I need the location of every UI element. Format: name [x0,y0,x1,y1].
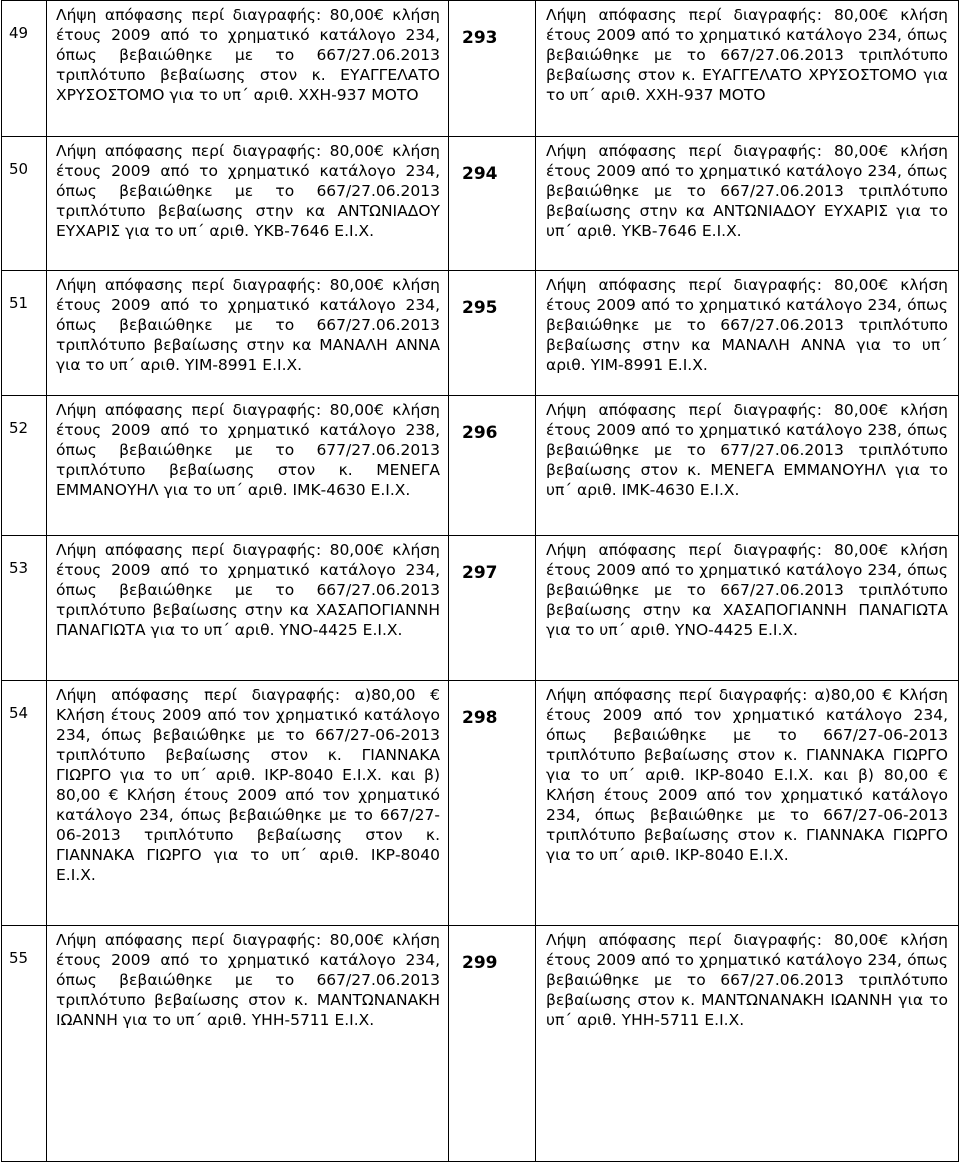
table-row [2,396,959,536]
row-number: 53 [2,536,47,681]
row-number: 51 [2,271,47,396]
decision-summary: Λήψη απόφασης περί διαγραφής: 80,00€ κλήση έτους 2009 από το χρηματικό κατάλογο 234, όπως βεβαιώθηκε με το 667/27.06.2013 τριπλότυπο βεβαίωσης στον κ. ΕΥΑΓΓΕΛΑΤΟ ΧΡΥΣΟΣΤΟΜΟ για το υπ΄ αριθ. ΧΧΗ-937 ΜΟΤΟ [536,1,959,137]
decision-text: Λήψη απόφασης περί διαγραφής: 80,00€ κλήση έτους 2009 από το χρηματικό κατάλογο 234, όπως βεβαιώθηκε με το 667/27.06.2013 τριπλότυπο βεβαίωσης στον κ. ΕΥΑΓΓΕΛΑΤΟ ΧΡΥΣΟΣΤΟΜΟ για το υπ΄ αριθ. ΧΧΗ-937 ΜΟΤΟ [47,1,449,137]
table-row [2,536,959,681]
decisions-table [1,0,959,1162]
decision-text: Λήψη απόφασης περί διαγραφής: 80,00€ κλήση έτους 2009 από το χρηματικό κατάλογο 234, όπως βεβαιώθηκε με το 667/27.06.2013 τριπλότυπο βεβαίωσης στον κ. ΜΑΝΤΩΝΑΝΑΚΗ ΙΩΑΝΝΗ για το υπ΄ αριθ. ΥΗΗ-5711 Ε.Ι.Χ. [47,926,449,1162]
decision-number: 294 [449,137,536,271]
decision-summary: Λήψη απόφασης περί διαγραφής: 80,00€ κλήση έτους 2009 από το χρηματικό κατάλογο 234, όπως βεβαιώθηκε με το 667/27.06.2013 τριπλότυπο βεβαίωσης στην κα ΜΑΝΑΛΗ ΑΝΝΑ για το υπ΄ αριθ. ΥΙΜ-8991 Ε.Ι.Χ. [536,271,959,396]
table-row [2,926,959,1162]
row-number: 49 [2,1,47,137]
row-number: 50 [2,137,47,271]
table-row [2,681,959,926]
decision-text: Λήψη απόφασης περί διαγραφής: 80,00€ κλήση έτους 2009 από το χρηματικό κατάλογο 234, όπως βεβαιώθηκε με το 667/27.06.2013 τριπλότυπο βεβαίωσης στην κα ΧΑΣΑΠΟΓΙΑΝΝΗ ΠΑΝΑΓΙΩΤΑ για το υπ΄ αριθ. ΥΝΟ-4425 Ε.Ι.Χ. [47,536,449,681]
decision-number: 298 [449,681,536,926]
decision-summary: Λήψη απόφασης περί διαγραφής: α)80,00 € Κλήση έτους 2009 από τον χρηματικό κατάλογο 234, όπως βεβαιώθηκε με το 667/27-06-2013 τριπλότυπο βεβαίωσης στον κ. ΓΙΑΝΝΑΚΑ ΓΙΩΡΓΟ για το υπ΄ αριθ. ΙΚΡ-8040 Ε.Ι.Χ. και β) 80,00 € Κλήση έτους 2009 από τον χρηματικό κατάλογο 234, όπως βεβαιώθηκε με το 667/27-06-2013 τριπλότυπο βεβαίωσης στον κ. ΓΙΑΝΝΑΚΑ ΓΙΩΡΓΟ για το υπ΄ αριθ. ΙΚΡ-8040 Ε.Ι.Χ. [536,681,959,926]
table-row [2,271,959,396]
decision-text: Λήψη απόφασης περί διαγραφής: 80,00€ κλήση έτους 2009 από το χρηματικό κατάλογο 234, όπως βεβαιώθηκε με το 667/27.06.2013 τριπλότυπο βεβαίωσης στην κα ΜΑΝΑΛΗ ΑΝΝΑ για το υπ΄ αριθ. ΥΙΜ-8991 Ε.Ι.Χ. [47,271,449,396]
decision-number: 296 [449,396,536,536]
decision-summary: Λήψη απόφασης περί διαγραφής: 80,00€ κλήση έτους 2009 από το χρηματικό κατάλογο 234, όπως βεβαιώθηκε με το 667/27.06.2013 τριπλότυπο βεβαίωσης στην κα ΧΑΣΑΠΟΓΙΑΝΝΗ ΠΑΝΑΓΙΩΤΑ για το υπ΄ αριθ. ΥΝΟ-4425 Ε.Ι.Χ. [536,536,959,681]
decision-text: Λήψη απόφασης περί διαγραφής: 80,00€ κλήση έτους 2009 από το χρηματικό κατάλογο 238, όπως βεβαιώθηκε με το 677/27.06.2013 τριπλότυπο βεβαίωσης στον κ. ΜΕΝΕΓΑ ΕΜΜΑΝΟΥΗΛ για το υπ΄ αριθ. ΙΜΚ-4630 Ε.Ι.Χ. [47,396,449,536]
decision-summary: Λήψη απόφασης περί διαγραφής: 80,00€ κλήση έτους 2009 από το χρηματικό κατάλογο 234, όπως βεβαιώθηκε με το 667/27.06.2013 τριπλότυπο βεβαίωσης στον κ. ΜΑΝΤΩΝΑΝΑΚΗ ΙΩΑΝΝΗ για το υπ΄ αριθ. ΥΗΗ-5711 Ε.Ι.Χ. [536,926,959,1162]
decision-number: 297 [449,536,536,681]
decision-summary: Λήψη απόφασης περί διαγραφής: 80,00€ κλήση έτους 2009 από το χρηματικό κατάλογο 234, όπως βεβαιώθηκε με το 667/27.06.2013 τριπλότυπο βεβαίωσης στην κα ΑΝΤΩΝΙΑΔΟΥ ΕΥΧΑΡΙΣ για το υπ΄ αριθ. ΥΚΒ-7646 Ε.Ι.Χ. [536,137,959,271]
decision-number: 293 [449,1,536,137]
table-row [2,1,959,137]
decision-text: Λήψη απόφασης περί διαγραφής: 80,00€ κλήση έτους 2009 από το χρηματικό κατάλογο 234, όπως βεβαιώθηκε με το 667/27.06.2013 τριπλότυπο βεβαίωσης στην κα ΑΝΤΩΝΙΑΔΟΥ ΕΥΧΑΡΙΣ για το υπ΄ αριθ. ΥΚΒ-7646 Ε.Ι.Χ. [47,137,449,271]
table-row [2,137,959,271]
row-number: 55 [2,926,47,1162]
decision-number: 299 [449,926,536,1162]
decision-text: Λήψη απόφασης περί διαγραφής: α)80,00 € Κλήση έτους 2009 από τον χρηματικό κατάλογο 234, όπως βεβαιώθηκε με το 667/27-06-2013 τριπλότυπο βεβαίωσης στον κ. ΓΙΑΝΝΑΚΑ ΓΙΩΡΓΟ για το υπ΄ αριθ. ΙΚΡ-8040 Ε.Ι.Χ. και β) 80,00 € Κλήση έτους 2009 από τον χρηματικό κατάλογο 234, όπως βεβαιώθηκε με το 667/27-06-2013 τριπλότυπο βεβαίωσης στον κ. ΓΙΑΝΝΑΚΑ ΓΙΩΡΓΟ για το υπ΄ αριθ. ΙΚΡ-8040 Ε.Ι.Χ. [47,681,449,926]
row-number: 54 [2,681,47,926]
decision-number: 295 [449,271,536,396]
row-number: 52 [2,396,47,536]
decision-summary: Λήψη απόφασης περί διαγραφής: 80,00€ κλήση έτους 2009 από το χρηματικό κατάλογο 238, όπως βεβαιώθηκε με το 677/27.06.2013 τριπλότυπο βεβαίωσης στον κ. ΜΕΝΕΓΑ ΕΜΜΑΝΟΥΗΛ για το υπ΄ αριθ. ΙΜΚ-4630 Ε.Ι.Χ. [536,396,959,536]
